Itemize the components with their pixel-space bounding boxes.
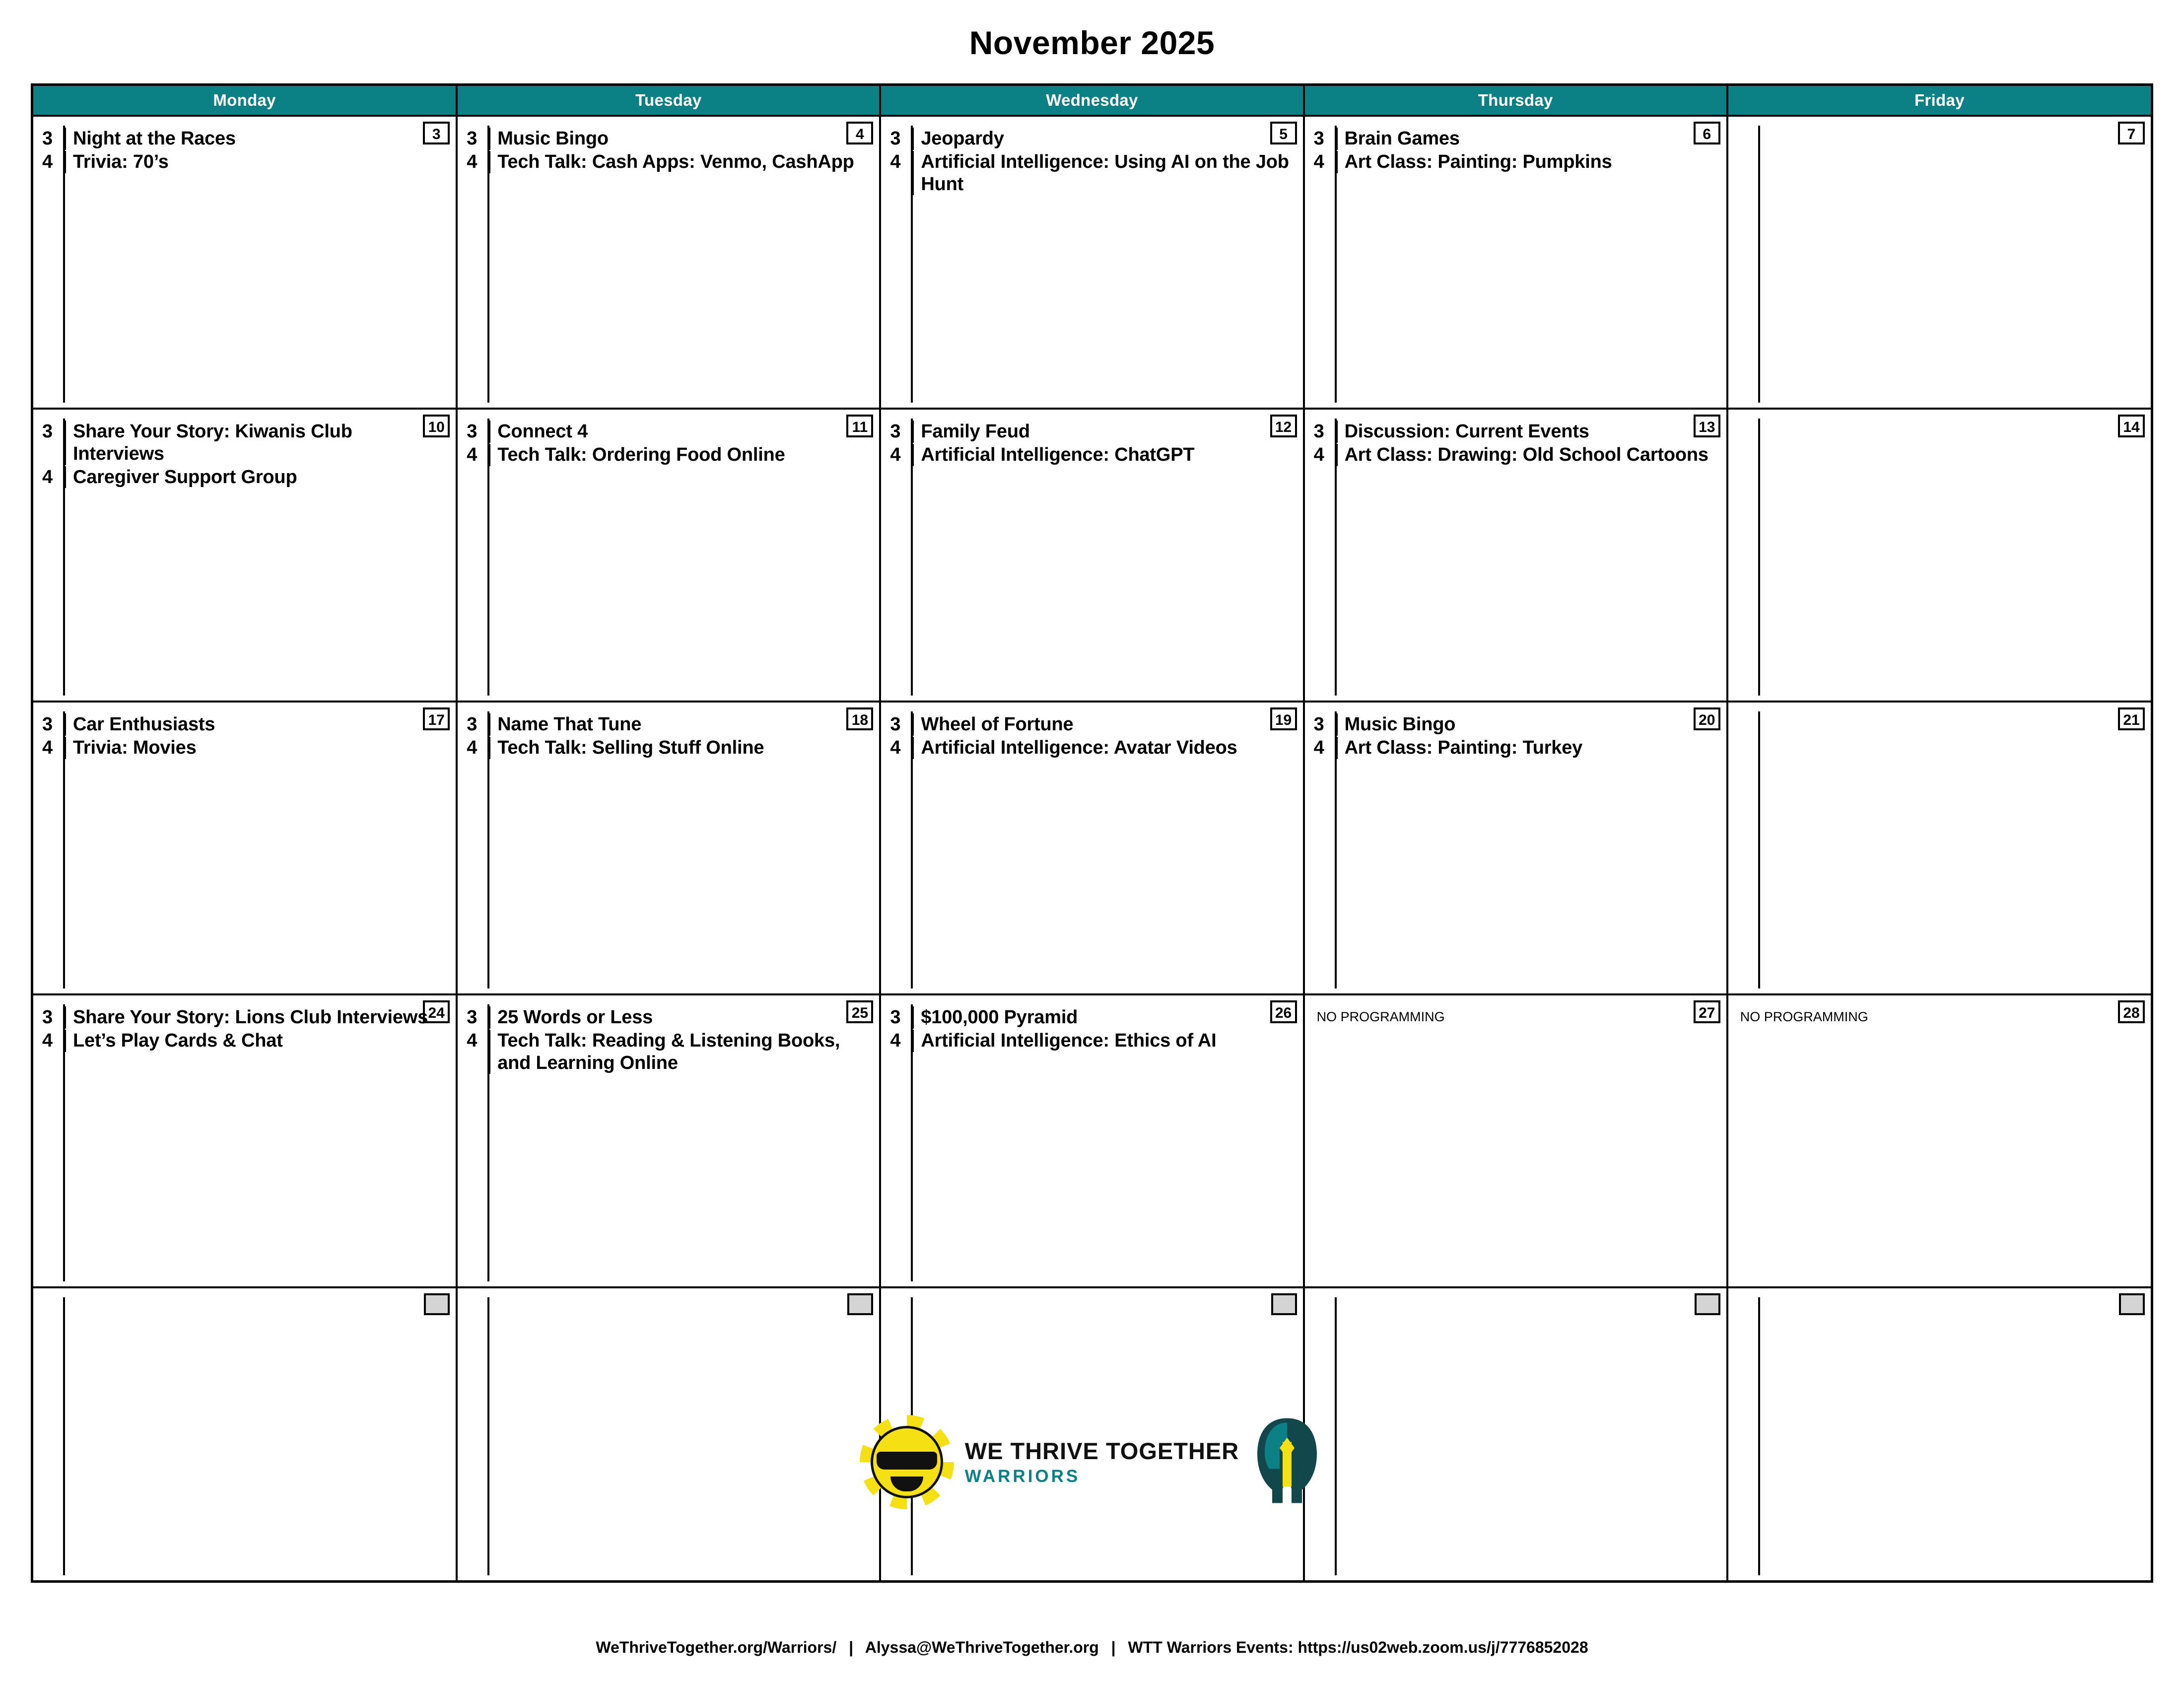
logo-line-1: WE THRIVE TOGETHER bbox=[964, 1438, 1239, 1464]
event-item[interactable] bbox=[42, 1030, 448, 1052]
event-list bbox=[467, 713, 871, 759]
event-time: 3 bbox=[890, 128, 901, 149]
calendar-week-row bbox=[33, 702, 2151, 994]
event-title: Artificial Intelligence: Using AI on the Job Hunt bbox=[921, 151, 1289, 195]
event-title: Family Feud bbox=[921, 421, 1030, 442]
footer-email[interactable]: Alyssa@WeThriveTogether.org bbox=[865, 1638, 1099, 1656]
calendar-day-cell[interactable] bbox=[880, 116, 1303, 409]
event-list bbox=[1314, 128, 1718, 173]
event-title: Brain Games bbox=[1344, 128, 1460, 149]
event-title: Art Class: Painting: Turkey bbox=[1344, 737, 1583, 758]
event-time: 4 bbox=[890, 1030, 901, 1051]
day-cell-body bbox=[33, 117, 456, 408]
day-cell-body bbox=[458, 1288, 879, 1580]
event-time: 4 bbox=[42, 1030, 53, 1051]
event-title: Music Bingo bbox=[497, 128, 609, 149]
event-item[interactable] bbox=[1314, 713, 1718, 736]
page-title: November 2025 bbox=[969, 24, 1215, 61]
day-cell-body bbox=[458, 995, 879, 1286]
calendar-day-cell[interactable] bbox=[1727, 702, 2151, 994]
event-list bbox=[42, 128, 448, 173]
calendar-table bbox=[33, 86, 2151, 1580]
event-item[interactable] bbox=[890, 1006, 1295, 1029]
event-item[interactable] bbox=[467, 1030, 871, 1074]
event-title: 25 Words or Less bbox=[497, 1007, 653, 1028]
day-number: 12 bbox=[1270, 415, 1297, 437]
event-title: Car Enthusiasts bbox=[73, 714, 215, 735]
event-time: 4 bbox=[42, 737, 53, 758]
calendar-week-row bbox=[33, 409, 2151, 702]
event-item[interactable] bbox=[42, 1006, 448, 1029]
event-time: 4 bbox=[42, 466, 53, 488]
event-divider bbox=[1336, 737, 1338, 759]
event-time: 3 bbox=[890, 421, 901, 442]
calendar-week-row bbox=[33, 116, 2151, 409]
column-header-monday: Monday bbox=[33, 86, 457, 116]
event-title: Wheel of Fortune bbox=[921, 714, 1074, 735]
event-divider bbox=[912, 444, 914, 466]
event-divider bbox=[1336, 444, 1338, 466]
event-item[interactable] bbox=[1314, 737, 1718, 759]
no-programming-note: NO PROGRAMMING bbox=[1316, 1009, 1445, 1024]
day-number: 19 bbox=[1270, 707, 1297, 730]
event-item[interactable] bbox=[467, 444, 871, 466]
event-item[interactable] bbox=[1314, 421, 1718, 443]
logo-line-2: WARRIORS bbox=[964, 1467, 1081, 1486]
event-list bbox=[890, 713, 1295, 759]
day-cell-body bbox=[1728, 1288, 2151, 1580]
event-title: Night at the Races bbox=[73, 128, 236, 149]
event-title: Connect 4 bbox=[497, 421, 588, 442]
event-title: Tech Talk: Reading & Listening Books, and Learning Online bbox=[497, 1030, 840, 1073]
footer bbox=[0, 1638, 2184, 1657]
event-item[interactable] bbox=[42, 713, 448, 736]
calendar-day-cell[interactable] bbox=[1727, 994, 2151, 1287]
event-time: 3 bbox=[1313, 128, 1324, 149]
calendar-day-cell[interactable] bbox=[457, 409, 880, 702]
event-item[interactable] bbox=[890, 713, 1295, 736]
event-divider bbox=[64, 713, 66, 736]
event-divider bbox=[488, 128, 490, 150]
event-title: Caregiver Support Group bbox=[73, 466, 297, 488]
day-number: 7 bbox=[2118, 122, 2145, 144]
event-time: 3 bbox=[467, 1007, 478, 1028]
event-divider bbox=[1336, 151, 1338, 173]
day-number: 21 bbox=[2118, 707, 2145, 730]
event-time: 4 bbox=[890, 151, 901, 172]
calendar-day-cell[interactable] bbox=[880, 1287, 1303, 1580]
day-number: 6 bbox=[1694, 122, 1720, 144]
event-divider bbox=[912, 737, 914, 759]
event-title: Artificial Intelligence: Ethics of AI bbox=[921, 1030, 1217, 1051]
footer-events-link[interactable]: WTT Warriors Events: https://us02web.zoom.us/j/7776852028 bbox=[1128, 1638, 1588, 1656]
event-time: 4 bbox=[1313, 737, 1324, 758]
calendar-day-cell[interactable] bbox=[457, 702, 880, 994]
event-divider bbox=[912, 128, 914, 150]
event-item[interactable] bbox=[890, 128, 1295, 150]
day-cell-body bbox=[1728, 117, 2151, 408]
calendar-day-cell[interactable] bbox=[1304, 1287, 1727, 1580]
event-list bbox=[42, 1006, 448, 1052]
event-time: 4 bbox=[890, 444, 901, 465]
calendar-day-cell[interactable] bbox=[1304, 409, 1727, 702]
event-title: Trivia: Movies bbox=[73, 737, 197, 758]
calendar-day-cell[interactable] bbox=[1727, 409, 2151, 702]
event-title: Share Your Story: Kiwanis Club Interviews bbox=[73, 421, 352, 464]
event-item[interactable] bbox=[890, 1030, 1295, 1052]
event-item[interactable] bbox=[42, 737, 448, 759]
event-item[interactable] bbox=[467, 713, 871, 736]
column-header-thursday: Thursday bbox=[1304, 86, 1727, 116]
event-time: 3 bbox=[42, 128, 53, 149]
day-cell-body bbox=[33, 703, 456, 993]
day-cell-body bbox=[881, 703, 1302, 993]
event-title: Art Class: Drawing: Old School Cartoons bbox=[1344, 444, 1708, 465]
event-time: 3 bbox=[890, 714, 901, 735]
event-time: 4 bbox=[467, 1030, 478, 1051]
event-time: 3 bbox=[890, 1007, 901, 1028]
event-list bbox=[1314, 421, 1718, 466]
day-cell-body bbox=[458, 703, 879, 993]
event-title: Let’s Play Cards & Chat bbox=[73, 1030, 283, 1051]
day-number: 10 bbox=[423, 415, 450, 437]
event-divider bbox=[64, 1006, 66, 1029]
footer-separator-2: | bbox=[1111, 1638, 1116, 1656]
event-title: Trivia: 70’s bbox=[73, 151, 169, 172]
day-number: 17 bbox=[423, 707, 450, 730]
column-header-friday: Friday bbox=[1727, 86, 2151, 116]
no-programming-note: NO PROGRAMMING bbox=[1740, 1009, 1868, 1024]
event-divider bbox=[1336, 713, 1338, 736]
event-list bbox=[467, 1006, 871, 1074]
event-divider bbox=[64, 128, 66, 150]
calendar-day-cell[interactable] bbox=[33, 702, 457, 994]
day-number: 18 bbox=[846, 707, 873, 730]
event-divider bbox=[64, 737, 66, 759]
event-item[interactable] bbox=[1314, 444, 1718, 466]
day-number: 20 bbox=[1694, 707, 1720, 730]
calendar-day-cell[interactable] bbox=[1304, 702, 1727, 994]
event-item[interactable] bbox=[42, 466, 448, 489]
event-divider bbox=[64, 466, 66, 489]
event-divider bbox=[64, 1030, 66, 1052]
day-cell-body bbox=[1305, 117, 1726, 408]
calendar-day-cell[interactable] bbox=[1304, 994, 1727, 1287]
event-divider bbox=[912, 1030, 914, 1052]
day-cell-body bbox=[33, 1288, 456, 1580]
calendar-day-cell[interactable] bbox=[457, 1287, 880, 1580]
event-time: 3 bbox=[467, 714, 478, 735]
event-divider bbox=[488, 713, 490, 736]
event-title: Discussion: Current Events bbox=[1344, 421, 1589, 442]
event-time: 3 bbox=[1313, 714, 1324, 735]
calendar-header-row bbox=[33, 86, 2151, 116]
event-time: 4 bbox=[890, 737, 901, 758]
event-divider bbox=[488, 444, 490, 466]
event-divider bbox=[488, 421, 490, 443]
event-time: 4 bbox=[467, 151, 478, 172]
calendar-body bbox=[33, 116, 2151, 1580]
event-title: Music Bingo bbox=[1344, 714, 1456, 735]
event-item[interactable] bbox=[467, 1006, 871, 1029]
column-header-tuesday: Tuesday bbox=[457, 86, 880, 116]
event-list bbox=[890, 1006, 1295, 1052]
event-divider bbox=[1336, 128, 1338, 150]
calendar-day-cell[interactable] bbox=[1304, 116, 1727, 409]
event-item[interactable] bbox=[467, 128, 871, 150]
day-number: 13 bbox=[1694, 415, 1720, 437]
event-title: $100,000 Pyramid bbox=[921, 1007, 1078, 1028]
event-title: Tech Talk: Selling Stuff Online bbox=[497, 737, 764, 758]
calendar-day-cell[interactable] bbox=[33, 409, 457, 702]
event-item[interactable] bbox=[890, 421, 1295, 443]
event-item[interactable] bbox=[42, 151, 448, 173]
day-cell-body bbox=[1305, 410, 1726, 701]
column-header-wednesday: Wednesday bbox=[880, 86, 1303, 116]
day-number: 25 bbox=[846, 1000, 873, 1023]
event-list bbox=[890, 128, 1295, 195]
day-cell-body bbox=[1305, 995, 1726, 1286]
event-item[interactable] bbox=[467, 737, 871, 759]
event-list bbox=[467, 128, 871, 173]
calendar-week-row bbox=[33, 994, 2151, 1287]
calendar-day-cell[interactable] bbox=[457, 994, 880, 1287]
event-divider bbox=[488, 1030, 490, 1074]
event-divider bbox=[64, 421, 66, 465]
day-number: 4 bbox=[846, 122, 873, 144]
event-item[interactable] bbox=[1314, 128, 1718, 150]
footer-separator-1: | bbox=[849, 1638, 854, 1656]
event-divider bbox=[488, 1006, 490, 1029]
event-divider bbox=[1336, 421, 1338, 443]
day-cell-body bbox=[881, 410, 1302, 701]
event-item[interactable] bbox=[467, 151, 871, 173]
event-item[interactable] bbox=[890, 737, 1295, 759]
day-number: 14 bbox=[2118, 415, 2145, 437]
event-divider bbox=[912, 1006, 914, 1029]
day-number: 3 bbox=[423, 122, 450, 144]
event-divider bbox=[912, 713, 914, 736]
event-divider bbox=[912, 151, 914, 196]
day-cell-body bbox=[1728, 410, 2151, 701]
event-title: Artificial Intelligence: ChatGPT bbox=[921, 444, 1195, 465]
event-time: 3 bbox=[467, 128, 478, 149]
event-divider bbox=[912, 421, 914, 443]
event-title: Jeopardy bbox=[921, 128, 1004, 149]
day-cell-body bbox=[1728, 995, 2151, 1286]
calendar-day-cell[interactable] bbox=[33, 1287, 457, 1580]
event-list bbox=[42, 421, 448, 488]
event-item[interactable] bbox=[1314, 151, 1718, 173]
event-time: 3 bbox=[42, 1007, 53, 1028]
calendar-day-cell[interactable] bbox=[880, 994, 1303, 1287]
event-title: Tech Talk: Cash Apps: Venmo, CashApp bbox=[497, 151, 854, 172]
event-item[interactable] bbox=[890, 444, 1295, 466]
day-number: 24 bbox=[423, 1000, 450, 1023]
day-cell-body bbox=[1305, 703, 1726, 993]
event-item[interactable] bbox=[467, 421, 871, 443]
day-cell-body bbox=[881, 1288, 1302, 1580]
day-number: 11 bbox=[846, 415, 873, 437]
event-item[interactable] bbox=[42, 421, 448, 465]
event-time: 3 bbox=[42, 714, 53, 735]
footer-website[interactable]: WeThriveTogether.org/Warriors/ bbox=[596, 1638, 837, 1656]
day-number: 26 bbox=[1270, 1000, 1297, 1023]
calendar-day-cell[interactable] bbox=[880, 702, 1303, 994]
day-cell-body bbox=[33, 995, 456, 1286]
calendar-week-row bbox=[33, 1287, 2151, 1580]
event-list bbox=[1314, 713, 1718, 759]
day-cell-body bbox=[33, 410, 456, 701]
event-title: Tech Talk: Ordering Food Online bbox=[497, 444, 785, 465]
day-cell-body bbox=[458, 410, 879, 701]
event-title: Share Your Story: Lions Club Interviews bbox=[73, 1007, 428, 1028]
calendar-day-cell[interactable] bbox=[880, 409, 1303, 702]
calendar-day-cell[interactable] bbox=[1727, 1287, 2151, 1580]
calendar-day-cell[interactable] bbox=[33, 994, 457, 1287]
day-cell-body bbox=[1728, 703, 2151, 993]
event-time: 4 bbox=[1313, 151, 1324, 172]
event-time: 4 bbox=[467, 444, 478, 465]
day-cell-body bbox=[881, 995, 1302, 1286]
calendar-day-cell[interactable] bbox=[457, 116, 880, 409]
event-divider bbox=[488, 151, 490, 173]
calendar-day-cell[interactable] bbox=[1727, 116, 2151, 409]
day-number: 27 bbox=[1694, 1000, 1720, 1023]
calendar-day-cell[interactable] bbox=[33, 116, 457, 409]
event-title: Art Class: Painting: Pumpkins bbox=[1344, 151, 1612, 172]
day-number: 28 bbox=[2118, 1000, 2145, 1023]
event-list bbox=[467, 421, 871, 466]
day-cell-body bbox=[1305, 1288, 1726, 1580]
event-list bbox=[890, 421, 1295, 466]
event-time: 4 bbox=[42, 151, 53, 172]
day-cell-body bbox=[458, 117, 879, 408]
day-number: 5 bbox=[1270, 122, 1297, 144]
calendar-grid bbox=[31, 83, 2153, 1583]
event-title: Artificial Intelligence: Avatar Videos bbox=[921, 737, 1237, 758]
event-divider bbox=[488, 737, 490, 759]
event-item[interactable] bbox=[890, 151, 1295, 196]
event-list bbox=[42, 713, 448, 759]
event-time: 3 bbox=[42, 421, 53, 442]
event-divider bbox=[64, 151, 66, 173]
day-cell-body bbox=[881, 117, 1302, 408]
event-time: 3 bbox=[467, 421, 478, 442]
event-item[interactable] bbox=[42, 128, 448, 150]
event-time: 3 bbox=[1313, 421, 1324, 442]
event-time: 4 bbox=[1313, 444, 1324, 465]
event-title: Name That Tune bbox=[497, 714, 642, 735]
event-time: 4 bbox=[467, 737, 478, 758]
